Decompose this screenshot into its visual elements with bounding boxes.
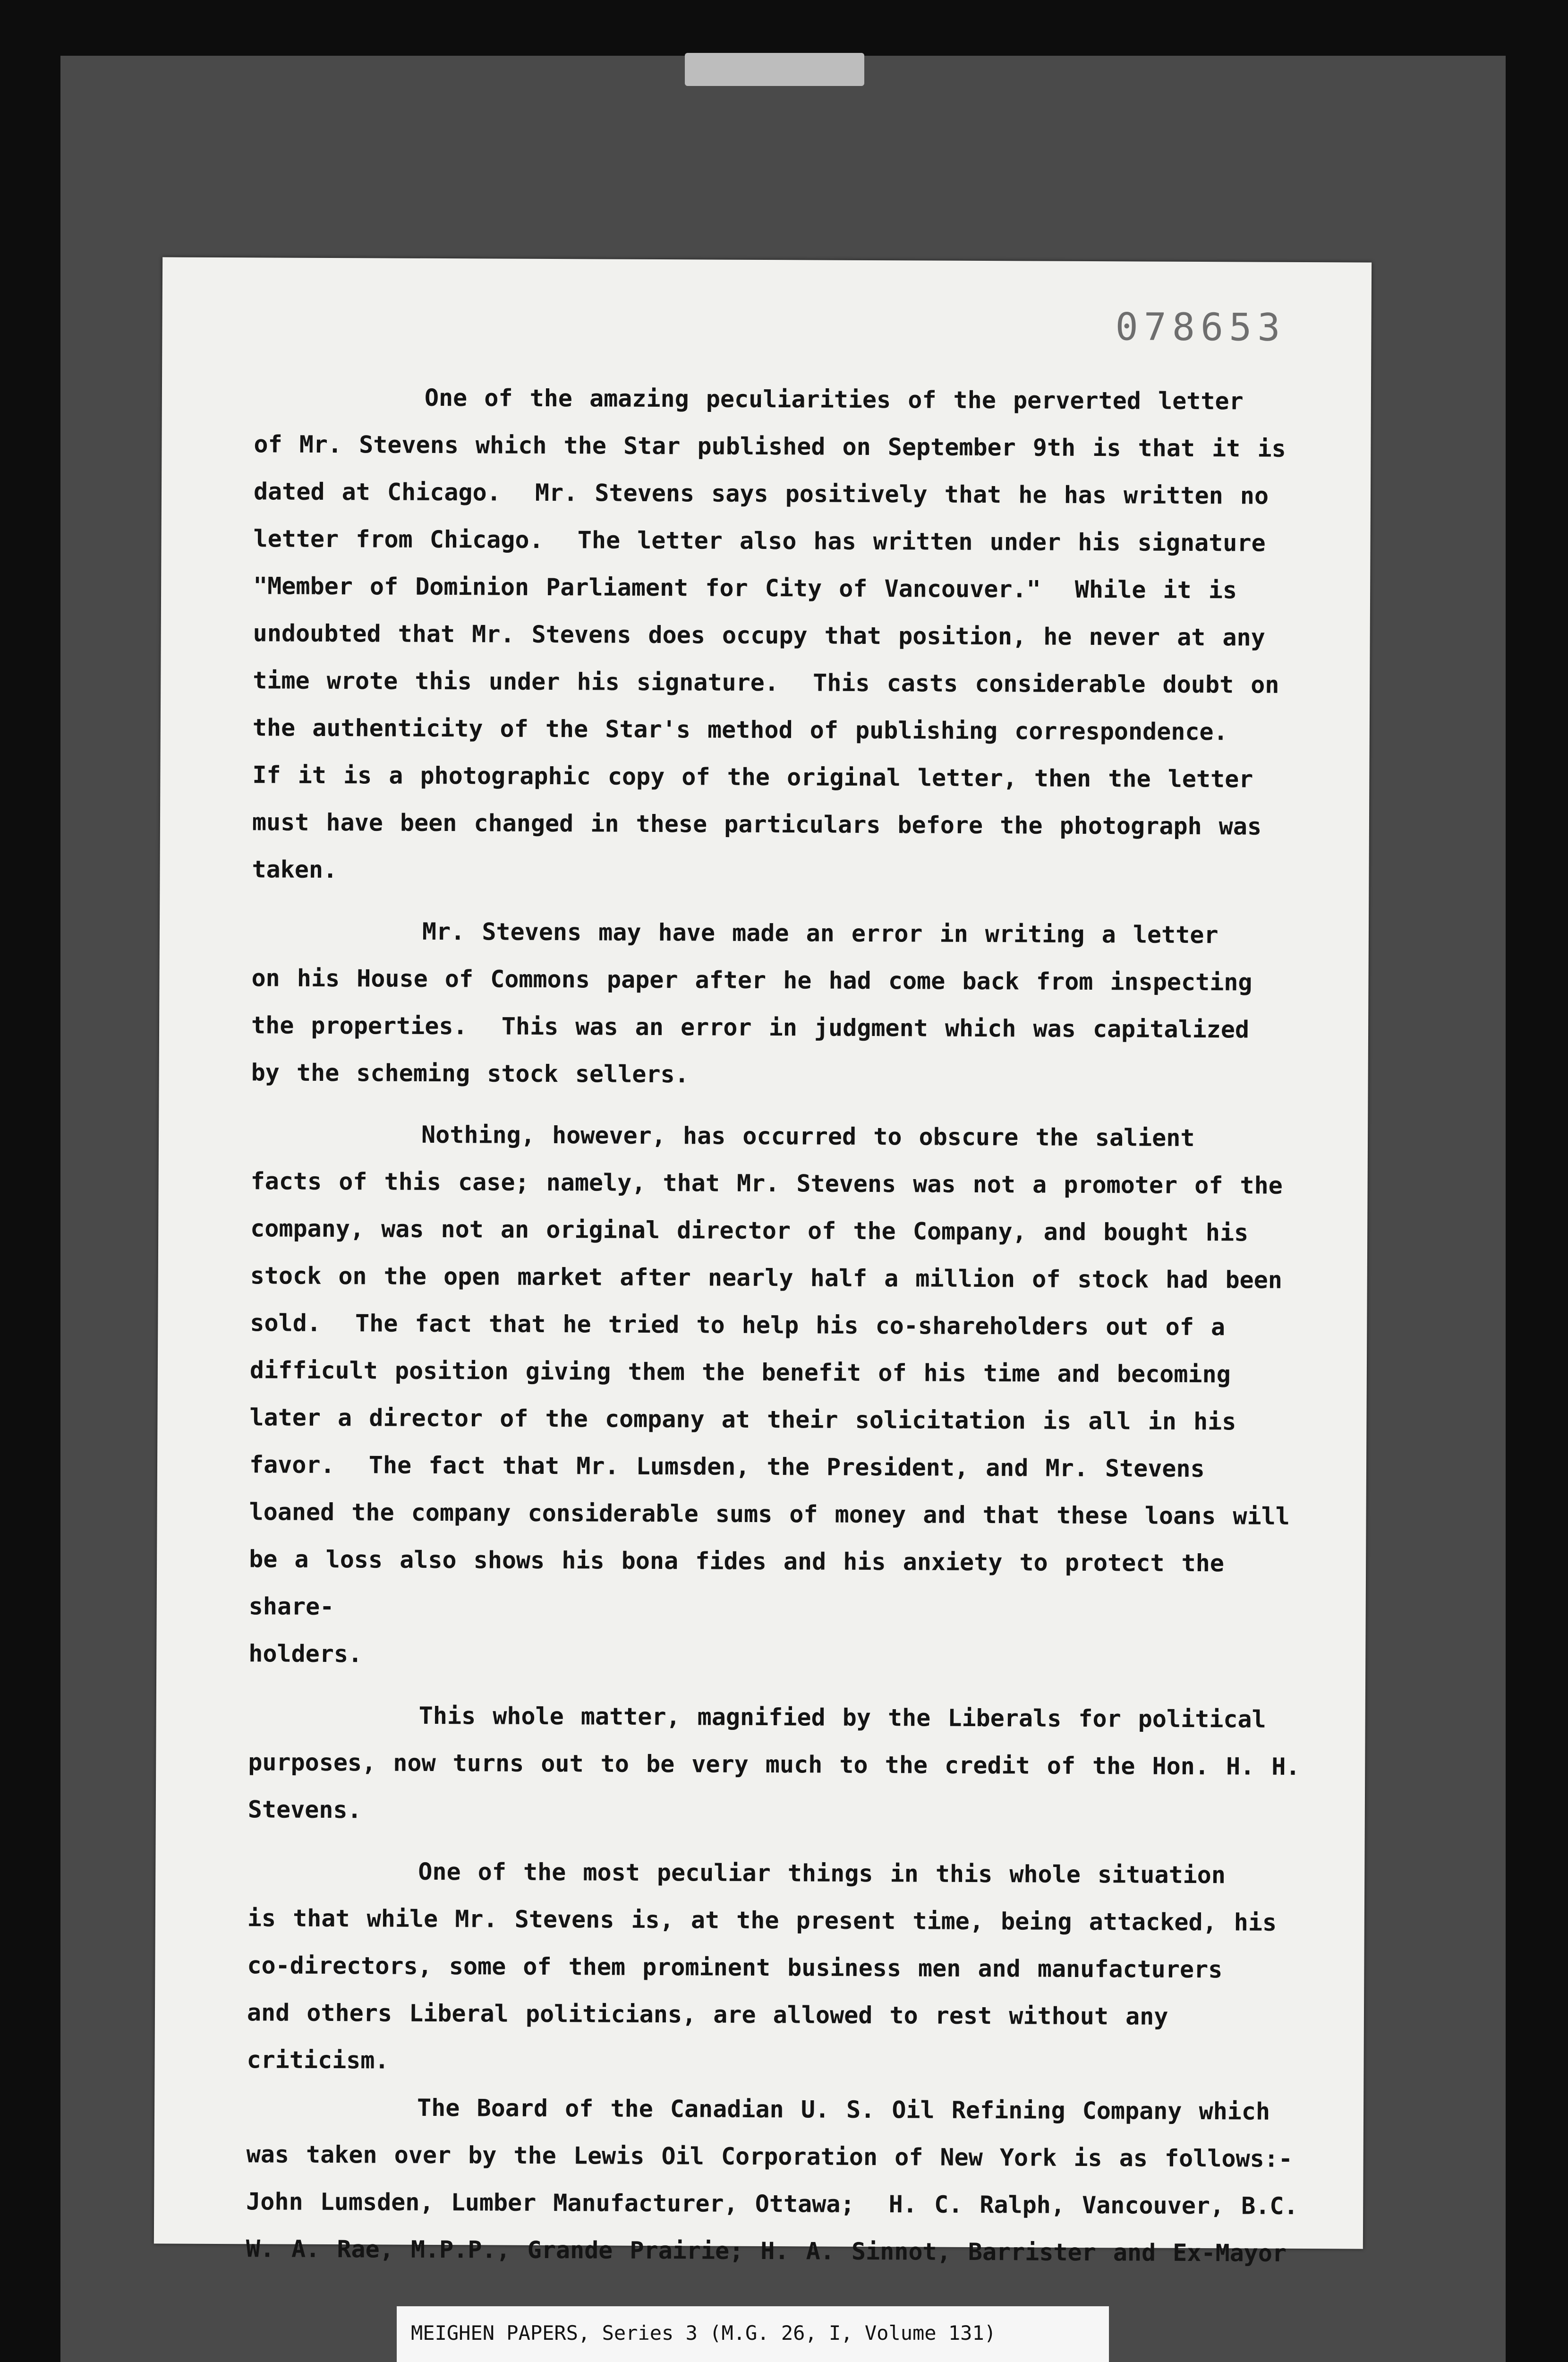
typed-line: by the scheming stock sellers. [251, 1059, 689, 1088]
typed-line: time wrote this under his signature. This casts considerable doubt on [253, 667, 1279, 699]
typed-line: co-directors, some of them prominent business men and manufacturers [247, 1951, 1223, 1984]
typed-line: W. A. Rae, M.P.P., Grande Prairie; H. A. Sinnot, Barrister and Ex-Mayor [246, 2235, 1287, 2267]
typed-line: This whole matter, magnified by the Liberals for political [248, 1701, 1266, 1733]
typed-line: Mr. Stevens may have made an error in writing a letter [251, 917, 1219, 949]
typed-line: later a director of the company at their solicitation is all in his [249, 1404, 1236, 1436]
typed-line: company, was not an original director of the Company, and bought his [250, 1215, 1249, 1247]
typed-line: dated at Chicago. Mr. Stevens says positively that he has written no [253, 478, 1269, 510]
typed-line: taken. [252, 856, 338, 884]
typed-letter-page [154, 257, 1372, 2267]
typed-line: undoubted that Mr. Stevens does occupy that position, he never at any [253, 619, 1265, 651]
typed-line: One of the most peculiar things in this whole situation [247, 1857, 1226, 1889]
typed-line: be a loss also shows his bona fides and his anxiety to protect the share- [248, 1545, 1242, 1621]
typed-line: the properties. This was an error in judgment which was capitalized [251, 1011, 1250, 1044]
typed-line: One of the amazing peculiarities of the perverted letter [254, 383, 1244, 415]
typed-line: is that while Mr. Stevens is, at the present time, being attacked, his [247, 1904, 1277, 1936]
typed-line: Stevens. [247, 1796, 362, 1824]
typed-line: stock on the open market after nearly half a million of stock had been [250, 1262, 1283, 1294]
typed-line: on his House of Commons paper after he had come back from inspecting [251, 964, 1253, 996]
document-number: 078653 [1115, 305, 1286, 350]
typed-line: and others Liberal politicians, are allowed to rest without any criticism. [247, 1999, 1185, 2074]
typed-line: sold. The fact that he tried to help his co-shareholders out of a [250, 1309, 1226, 1341]
typed-line: facts of this case; namely, that Mr. Stevens was not a promoter of the [250, 1167, 1283, 1199]
typed-line: holders. [248, 1640, 363, 1668]
typed-line: loaned the company considerable sums of money and that these loans will [249, 1498, 1290, 1530]
typed-line: difficult position giving them the benefit of his time and becoming [249, 1356, 1231, 1388]
typed-line: must have been changed in these particulars before the photograph was [252, 808, 1262, 840]
typed-line: favor. The fact that Mr. Lumsden, the President, and Mr. Stevens [249, 1451, 1205, 1483]
typed-line: letter from Chicago. The letter also has written under his signature [253, 525, 1266, 557]
typed-line: of Mr. Stevens which the Star published on September 9th is that it is [254, 430, 1286, 462]
typed-line: purposes, now turns out to be very much to the credit of the Hon. H. H. [248, 1748, 1300, 1780]
typed-line: If it is a photographic copy of the original letter, then the letter [252, 761, 1253, 793]
letter-body [246, 373, 1322, 2277]
typed-line: John Lumsden, Lumber Manufacturer, Ottawa; H. C. Ralph, Vancouver, B.C. [246, 2188, 1298, 2220]
reference-label-text: MEIGHEN PAPERS, Series 3 (M.G. 26, I, Volume 131) [411, 2321, 997, 2345]
typed-line: Nothing, however, has occurred to obscure the salient [250, 1120, 1195, 1152]
top-paper-clip [685, 53, 864, 86]
reference-label [397, 2306, 1109, 2362]
typed-line: The Board of the Canadian U. S. Oil Refining Company which [246, 2093, 1270, 2125]
typed-line: "Member of Dominion Parliament for City of Vancouver." While it is [253, 572, 1237, 604]
typed-line: the authenticity of the Star's method of publishing correspondence. [252, 714, 1228, 746]
typed-line: was taken over by the Lewis Oil Corporation of New York is as follows:- [246, 2140, 1293, 2173]
